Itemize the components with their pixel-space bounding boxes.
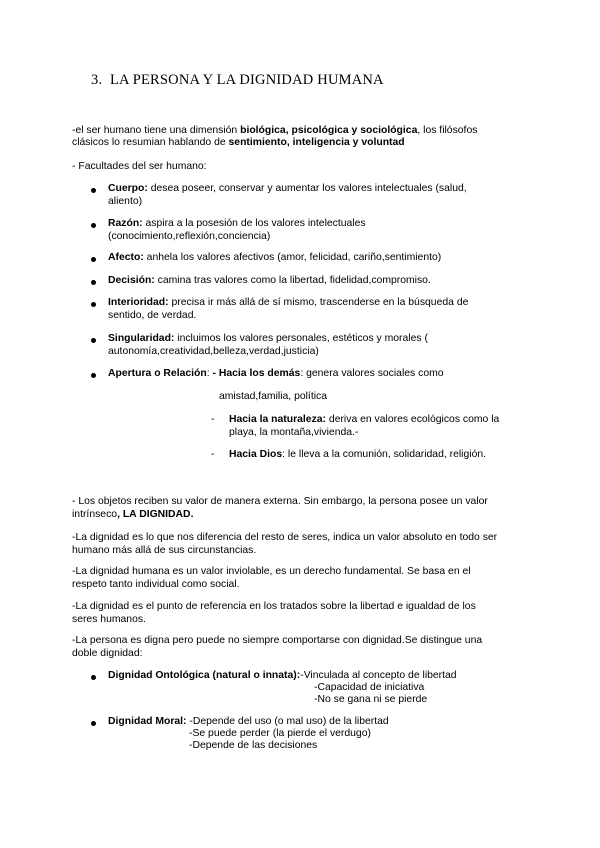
faculties-heading: - Facultades del ser humano: — [72, 161, 207, 172]
list-item-moral — [108, 716, 389, 729]
page-title — [91, 72, 384, 88]
faculty-text: incluimos los valores personales, estéticos y morales ( — [174, 333, 428, 344]
apertura-sub1-term: - Hacia los demás — [212, 368, 301, 379]
list-item — [108, 252, 441, 265]
paragraph — [72, 635, 482, 660]
apertura-sub2-text: deriva en valores ecológicos como la — [326, 414, 500, 425]
list-item-ontologica — [108, 670, 457, 683]
onto-term: Dignidad Ontológica (natural o innata): — [108, 670, 301, 681]
list-item-apertura — [108, 368, 444, 381]
bullet-icon — [91, 188, 96, 193]
faculty-text: desea poseer, conservar y aumentar los valores intelectuales (salud, — [147, 183, 467, 194]
intro-line-2 — [72, 137, 405, 150]
apertura-sub3-term: Hacia Dios — [229, 449, 283, 460]
list-item — [108, 218, 366, 243]
bullet-icon — [91, 675, 96, 680]
apertura-sub2-term: Hacia la naturaleza: — [229, 414, 327, 425]
onto-line-2: -Capacidad de iniciativa — [314, 682, 425, 693]
apertura-sub1-cont: amistad,familia, política — [219, 391, 327, 402]
para-line: doble dignidad: — [72, 647, 143, 659]
faculty-text: camina tras valores como la libertad, fidelidad,compromiso. — [154, 275, 431, 286]
faculty-term: Singularidad: — [108, 333, 175, 344]
faculty-term: Razón: — [108, 218, 143, 229]
dash-marker: - — [211, 449, 215, 460]
faculty-text: aspira a la posesión de los valores intelectuales — [142, 218, 366, 229]
paragraph — [72, 496, 488, 521]
bullet-icon — [91, 257, 96, 262]
apertura-sub1-text: : genera valores sociales como — [300, 368, 444, 379]
intro-bold-e: sentimiento, inteligencia y voluntad — [228, 137, 405, 148]
bullet-icon — [91, 280, 96, 285]
faculty-term: Cuerpo: — [108, 183, 148, 194]
para-line: seres humanos. — [72, 613, 146, 625]
apertura-sep: : — [206, 368, 213, 379]
faculty-text-2: aliento) — [108, 195, 143, 207]
list-item — [108, 297, 468, 322]
para-line: respeto tanto individual como social. — [72, 578, 240, 590]
paragraph — [72, 601, 476, 626]
faculty-text-2: (conocimiento,reflexión,conciencia) — [108, 230, 271, 242]
faculty-text-2: autonomía,creatividad,belleza,verdad,justicia) — [108, 345, 319, 357]
moral-line-2: -Se puede perder (la pierde el verdugo) — [189, 728, 371, 739]
faculty-text: precisa ir más allá de sí mismo, trascenderse en la búsqueda de — [168, 297, 469, 308]
list-item — [108, 275, 431, 288]
para-line: intrínseco — [72, 508, 118, 520]
intro-text-d: clásicos lo resumian hablando de — [72, 137, 229, 148]
para-bold: , LA DIGNIDAD. — [117, 508, 194, 520]
title-number: 3. — [91, 72, 103, 88]
bullet-icon — [91, 302, 96, 307]
faculty-term: Afecto: — [108, 252, 144, 263]
apertura-sub3-text: : le lleva a la comunión, solidaridad, religión. — [282, 449, 487, 460]
onto-line-3: -No se gana ni se pierde — [314, 694, 428, 705]
paragraph — [72, 566, 471, 591]
bullet-icon — [91, 373, 96, 378]
intro-line-1 — [72, 125, 477, 138]
dash-marker: - — [211, 414, 215, 425]
apertura-term: Apertura o Relación — [108, 368, 207, 379]
list-item — [108, 333, 428, 358]
apertura-sub3 — [229, 449, 486, 462]
apertura-sub2-text-2: playa, la montaña,vivienda.- — [229, 426, 359, 438]
para-line: -La dignidad es lo que nos diferencia del resto de seres, indica un valor absoluto en todo ser — [72, 532, 498, 543]
para-line: -La dignidad es el punto de referencia en los tratados sobre la libertad e igualdad de los — [72, 601, 476, 612]
moral-line-1: -Depende del uso (o mal uso) de la libertad — [186, 716, 389, 727]
intro-bold-b: biológica, psicológica y sociológica — [240, 125, 418, 136]
intro-text-c: , los filósofos — [417, 125, 478, 136]
list-item — [108, 183, 467, 208]
para-line: - Los objetos reciben su valor de manera externa. Sin embargo, la persona posee un valor — [72, 496, 488, 507]
apertura-sub2 — [229, 414, 499, 439]
title-text: LA PERSONA Y LA DIGNIDAD HUMANA — [109, 72, 384, 88]
faculty-text-2: sentido, de verdad. — [108, 309, 197, 321]
faculty-term: Interioridad: — [108, 297, 169, 308]
faculty-term: Decisión: — [108, 275, 155, 286]
para-line: -La dignidad humana es un valor inviolable, es un derecho fundamental. Se basa en el — [72, 566, 471, 577]
moral-term: Dignidad Moral: — [108, 716, 187, 727]
moral-line-3: -Depende de las decisiones — [189, 740, 318, 751]
para-line: -La persona es digna pero puede no siempre comportarse con dignidad.Se distingue una — [72, 635, 483, 646]
para-line: humano más allá de sus circunstancias. — [72, 544, 257, 556]
paragraph — [72, 532, 497, 557]
onto-line-1: -Vinculada al concepto de libertad — [300, 670, 457, 681]
bullet-icon — [91, 338, 96, 343]
bullet-icon — [91, 223, 96, 228]
intro-text-a: -el ser humano tiene una dimensión — [72, 125, 241, 136]
faculty-text: anhela los valores afectivos (amor, felicidad, cariño,sentimiento) — [143, 252, 442, 263]
bullet-icon — [91, 721, 96, 726]
